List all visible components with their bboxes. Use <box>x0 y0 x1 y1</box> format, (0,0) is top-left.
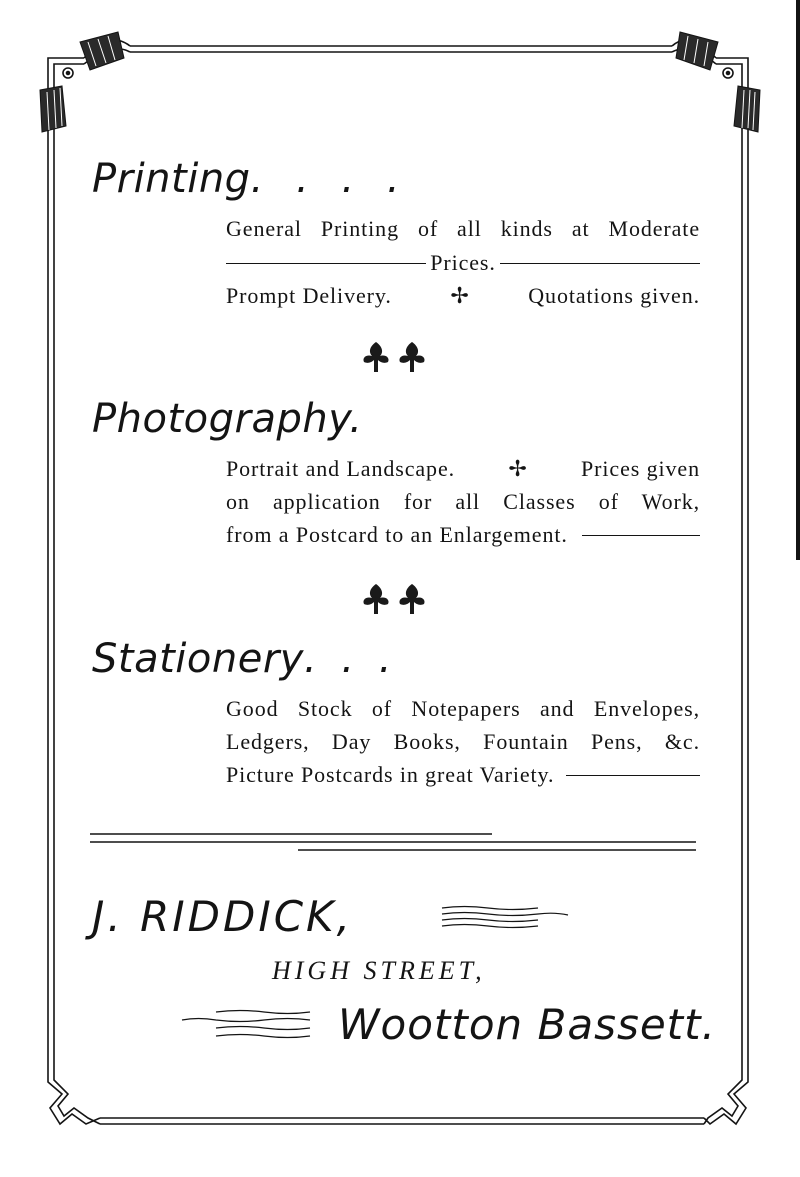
printing-line-1: General Printing of all kinds at Moderate <box>226 216 700 241</box>
stationery-line-3 <box>226 762 700 788</box>
stationery-line-1: Good Stock of Notepapers and Envelopes, <box>226 696 700 721</box>
printing-quotations-text: Quotations given. <box>528 283 700 308</box>
flourish-rule-left <box>180 1006 314 1042</box>
stationery-heading-dots: . . . <box>303 636 398 682</box>
photography-line-1 <box>226 456 700 482</box>
scan-edge-bar <box>796 0 800 560</box>
stationery-heading-text: Stationery <box>92 636 304 682</box>
rule-trailing <box>582 535 700 536</box>
fleuron-ornament-icon <box>358 580 434 616</box>
photography-line-3 <box>226 522 700 548</box>
photography-line-2: on application for all Classes of Work, <box>226 489 700 514</box>
photography-prices-text: Prices given <box>581 456 700 481</box>
stationery-line-2: Ledgers, Day Books, Fountain Pens, &c. <box>226 729 700 754</box>
photography-enlargement-text: from a Postcard to an Enlargement. <box>226 522 568 547</box>
cross-separator-icon: ✢ <box>450 283 470 308</box>
cross-separator-icon: ✢ <box>508 456 528 481</box>
printing-line-3 <box>226 283 700 309</box>
flourish-rule-right <box>440 902 572 930</box>
rule-left <box>226 263 426 264</box>
stationery-heading <box>92 636 398 682</box>
printing-prices-text: Prices. <box>430 250 496 275</box>
stationery-postcards-text: Picture Postcards in great Variety. <box>226 762 555 787</box>
printing-heading <box>92 156 410 202</box>
printing-heading-dots: . . . . <box>250 156 410 202</box>
rule-right <box>500 263 700 264</box>
section-divider <box>88 828 700 856</box>
printing-heading-text: Printing <box>92 156 251 202</box>
street-address: HIGH STREET, <box>272 956 486 985</box>
town-name: Wootton Bassett. <box>338 1000 716 1049</box>
fleuron-ornament-icon <box>358 338 434 374</box>
photography-heading: Photography. <box>92 396 363 442</box>
photography-portrait-text: Portrait and Landscape. <box>226 456 456 481</box>
proprietor-name: J. RIDDICK, <box>92 892 353 941</box>
rule-trailing <box>566 775 700 776</box>
printing-line-2 <box>226 250 700 276</box>
printing-delivery-text: Prompt Delivery. <box>226 283 392 308</box>
